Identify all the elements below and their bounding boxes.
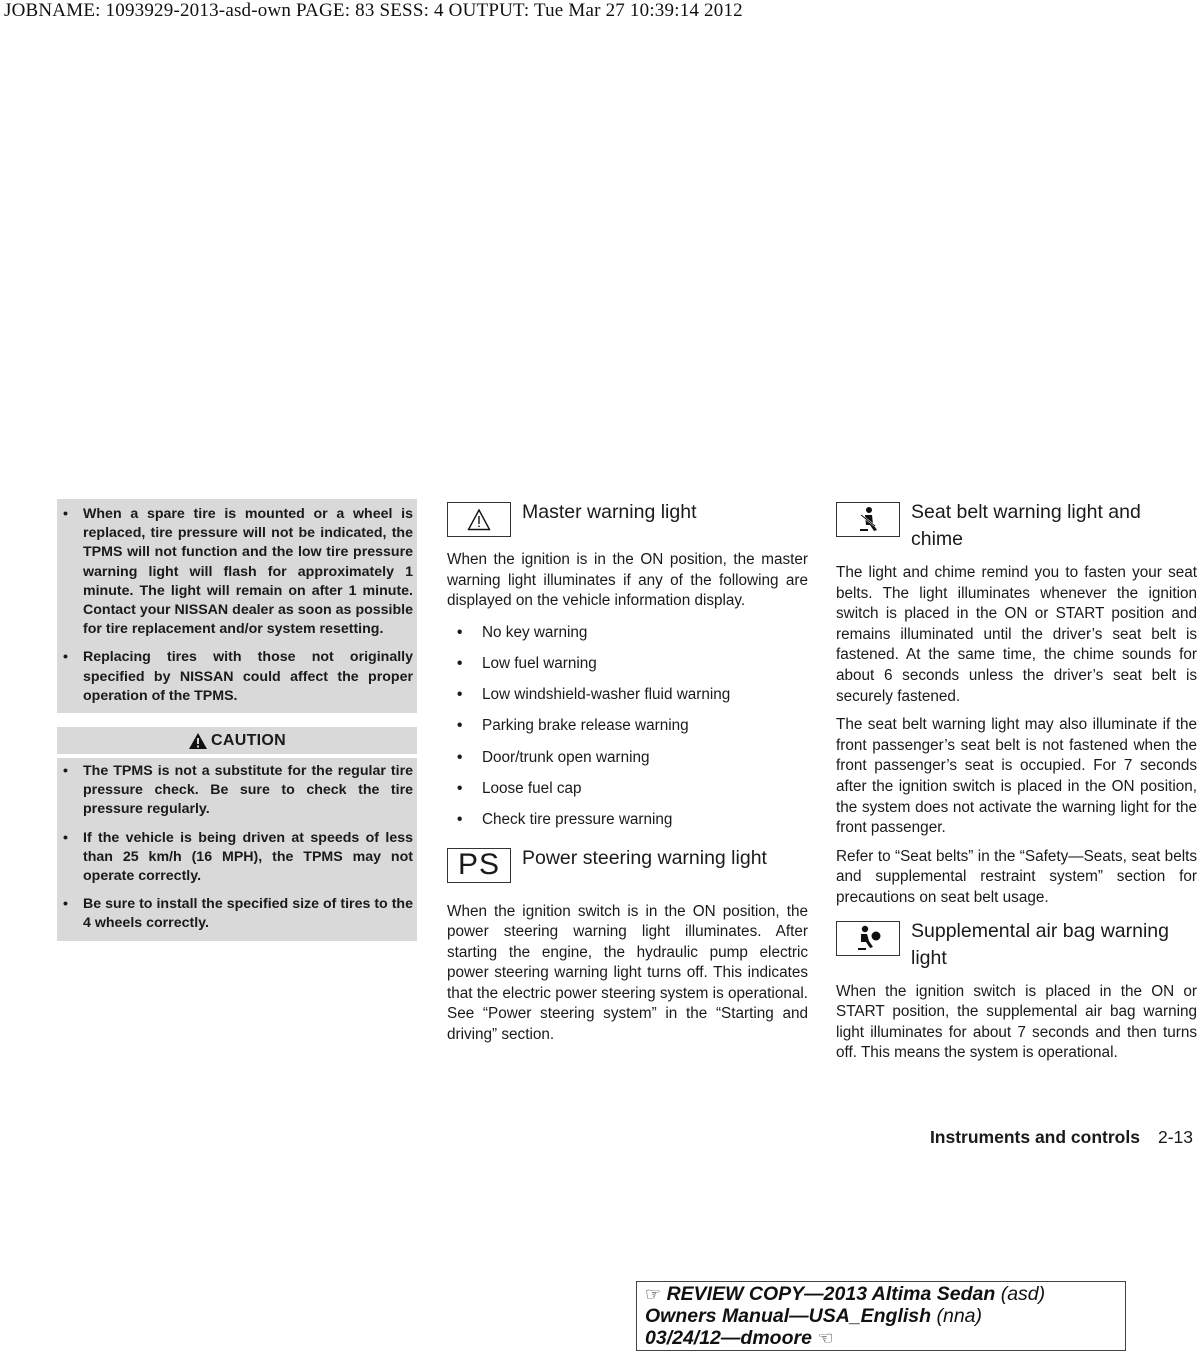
power-steering-body: When the ignition switch is in the ON position, the power steering warning light illuminates. After starting the engine, the hydraulic pump electric power steering warning light turns off. This indicates that the electric power steering system is operational. See “Power steering system” in the “Starting and driving” section. <box>447 902 808 1044</box>
warning-triangle-icon <box>188 732 208 750</box>
seatbelt-heading <box>836 499 1197 553</box>
right-column <box>836 499 1197 1064</box>
section-title: Master warning light <box>522 501 697 523</box>
master-warning-list <box>447 623 808 831</box>
section-title: Power steering warning light <box>522 846 767 869</box>
airbag-icon <box>853 924 883 952</box>
list-item: • Door/trunk open warning <box>457 748 650 766</box>
caution-label: CAUTION <box>211 731 286 749</box>
list-item: • Loose fuel cap <box>457 779 582 797</box>
master-warning-icon-box <box>447 502 511 537</box>
master-warning-heading <box>447 499 808 537</box>
caution-item: • Be sure to install the specified size of tires to the 4 wheels correctly. <box>63 896 413 932</box>
review-date: 03/24/12—dmoore <box>645 1327 812 1349</box>
ps-icon: PS <box>457 848 501 881</box>
section-title: Seat belt warning light and chime <box>911 501 1141 550</box>
caution-item: • The TPMS is not a substitute for the regular tire pressure check. Be sure to check the tire pressure regularly. <box>63 763 413 818</box>
review-manual: Owners Manual—USA_English <box>645 1305 932 1327</box>
seatbelt-icon <box>855 506 881 534</box>
footer-section: Instruments and controls <box>929 1127 1140 1147</box>
airbag-icon-box <box>836 921 900 956</box>
tpms-note: • Replacing tires with those not originally specified by NISSAN could affect the proper operation of the TPMS. <box>63 649 413 704</box>
power-steering-icon-box <box>447 848 511 883</box>
tpms-note: • When a spare tire is mounted or a wheel is replaced, tire pressure will not be indicated, the TPMS will not function and the low tire pressure warning light will flash for approximately 1 minute. The light will remain on after 1 minute. Contact your NISSAN dealer as soon as possible for tire replacement and/or system resetting. <box>63 506 413 638</box>
pointing-hand-left-icon: ☜ <box>817 1328 834 1348</box>
middle-column <box>447 499 808 1046</box>
pointing-hand-icon: ☞ <box>645 1284 662 1304</box>
master-warning-body: When the ignition is in the ON position, the master warning light illuminates if any of the following are displayed on the vehicle information display. <box>447 551 808 610</box>
section-title: Supplemental air bag warning light <box>911 919 1169 969</box>
list-item: • No key warning <box>457 623 588 641</box>
review-title: REVIEW COPY—2013 Altima Sedan <box>666 1283 996 1305</box>
page-footer <box>930 1127 1193 1148</box>
airbag-heading <box>836 918 1197 972</box>
jobname-header: JOBNAME: 1093929-2013-asd-own PAGE: 83 SESS: 4 OUTPUT: Tue Mar 27 10:39:14 2012 <box>4 0 743 21</box>
airbag-body: When the ignition switch is placed in the ON or START position, the supplemental air bag warning light illuminates for about 7 seconds and then turns off. This means the system is operational. <box>836 982 1197 1062</box>
tpms-notes-box <box>57 499 417 713</box>
list-item: • Check tire pressure warning <box>457 810 673 828</box>
seatbelt-body: The seat belt warning light may also illuminate if the front passenger’s seat belt is not fastened when the front passenger’s seat is occupied. For 7 seconds after the ignition switch is placed in the ON position, the system does not activate the warning light for the front passenger. <box>836 716 1197 837</box>
seatbelt-icon-box <box>836 502 900 537</box>
review-copy-box: ☞ REVIEW COPY—2013 Altima Sedan (asd) Owners Manual—USA_English (nna) 03/24/12—dmoore ☜ <box>636 1281 1126 1351</box>
caution-header <box>57 727 417 754</box>
seatbelt-body: Refer to “Seat belts” in the “Safety—Seats, seat belts and supplemental restraint system” section for precautions on seat belt usage. <box>836 847 1197 906</box>
list-item: • Low fuel warning <box>457 654 597 672</box>
warning-triangle-icon <box>467 508 491 532</box>
list-item: • Low windshield-washer fluid warning <box>457 686 731 704</box>
caution-item: • If the vehicle is being driven at speeds of less than 25 km/h (16 MPH), the TPMS may not operate correctly. <box>63 829 413 885</box>
seatbelt-body: The light and chime remind you to fasten your seat belts. The light illuminates whenever the ignition switch is placed in the ON or START position and remains illuminated until the driver’s seat belt is fastened. At the same time, the chime sounds for about 6 seconds unless the driver’s seat belt is securely fastened. <box>836 564 1197 705</box>
page-number: 2-13 <box>1157 1127 1193 1147</box>
list-item: • Parking brake release warning <box>457 717 689 735</box>
caution-box <box>57 758 417 941</box>
tpms-notes-column <box>57 499 417 941</box>
power-steering-heading <box>447 845 808 883</box>
